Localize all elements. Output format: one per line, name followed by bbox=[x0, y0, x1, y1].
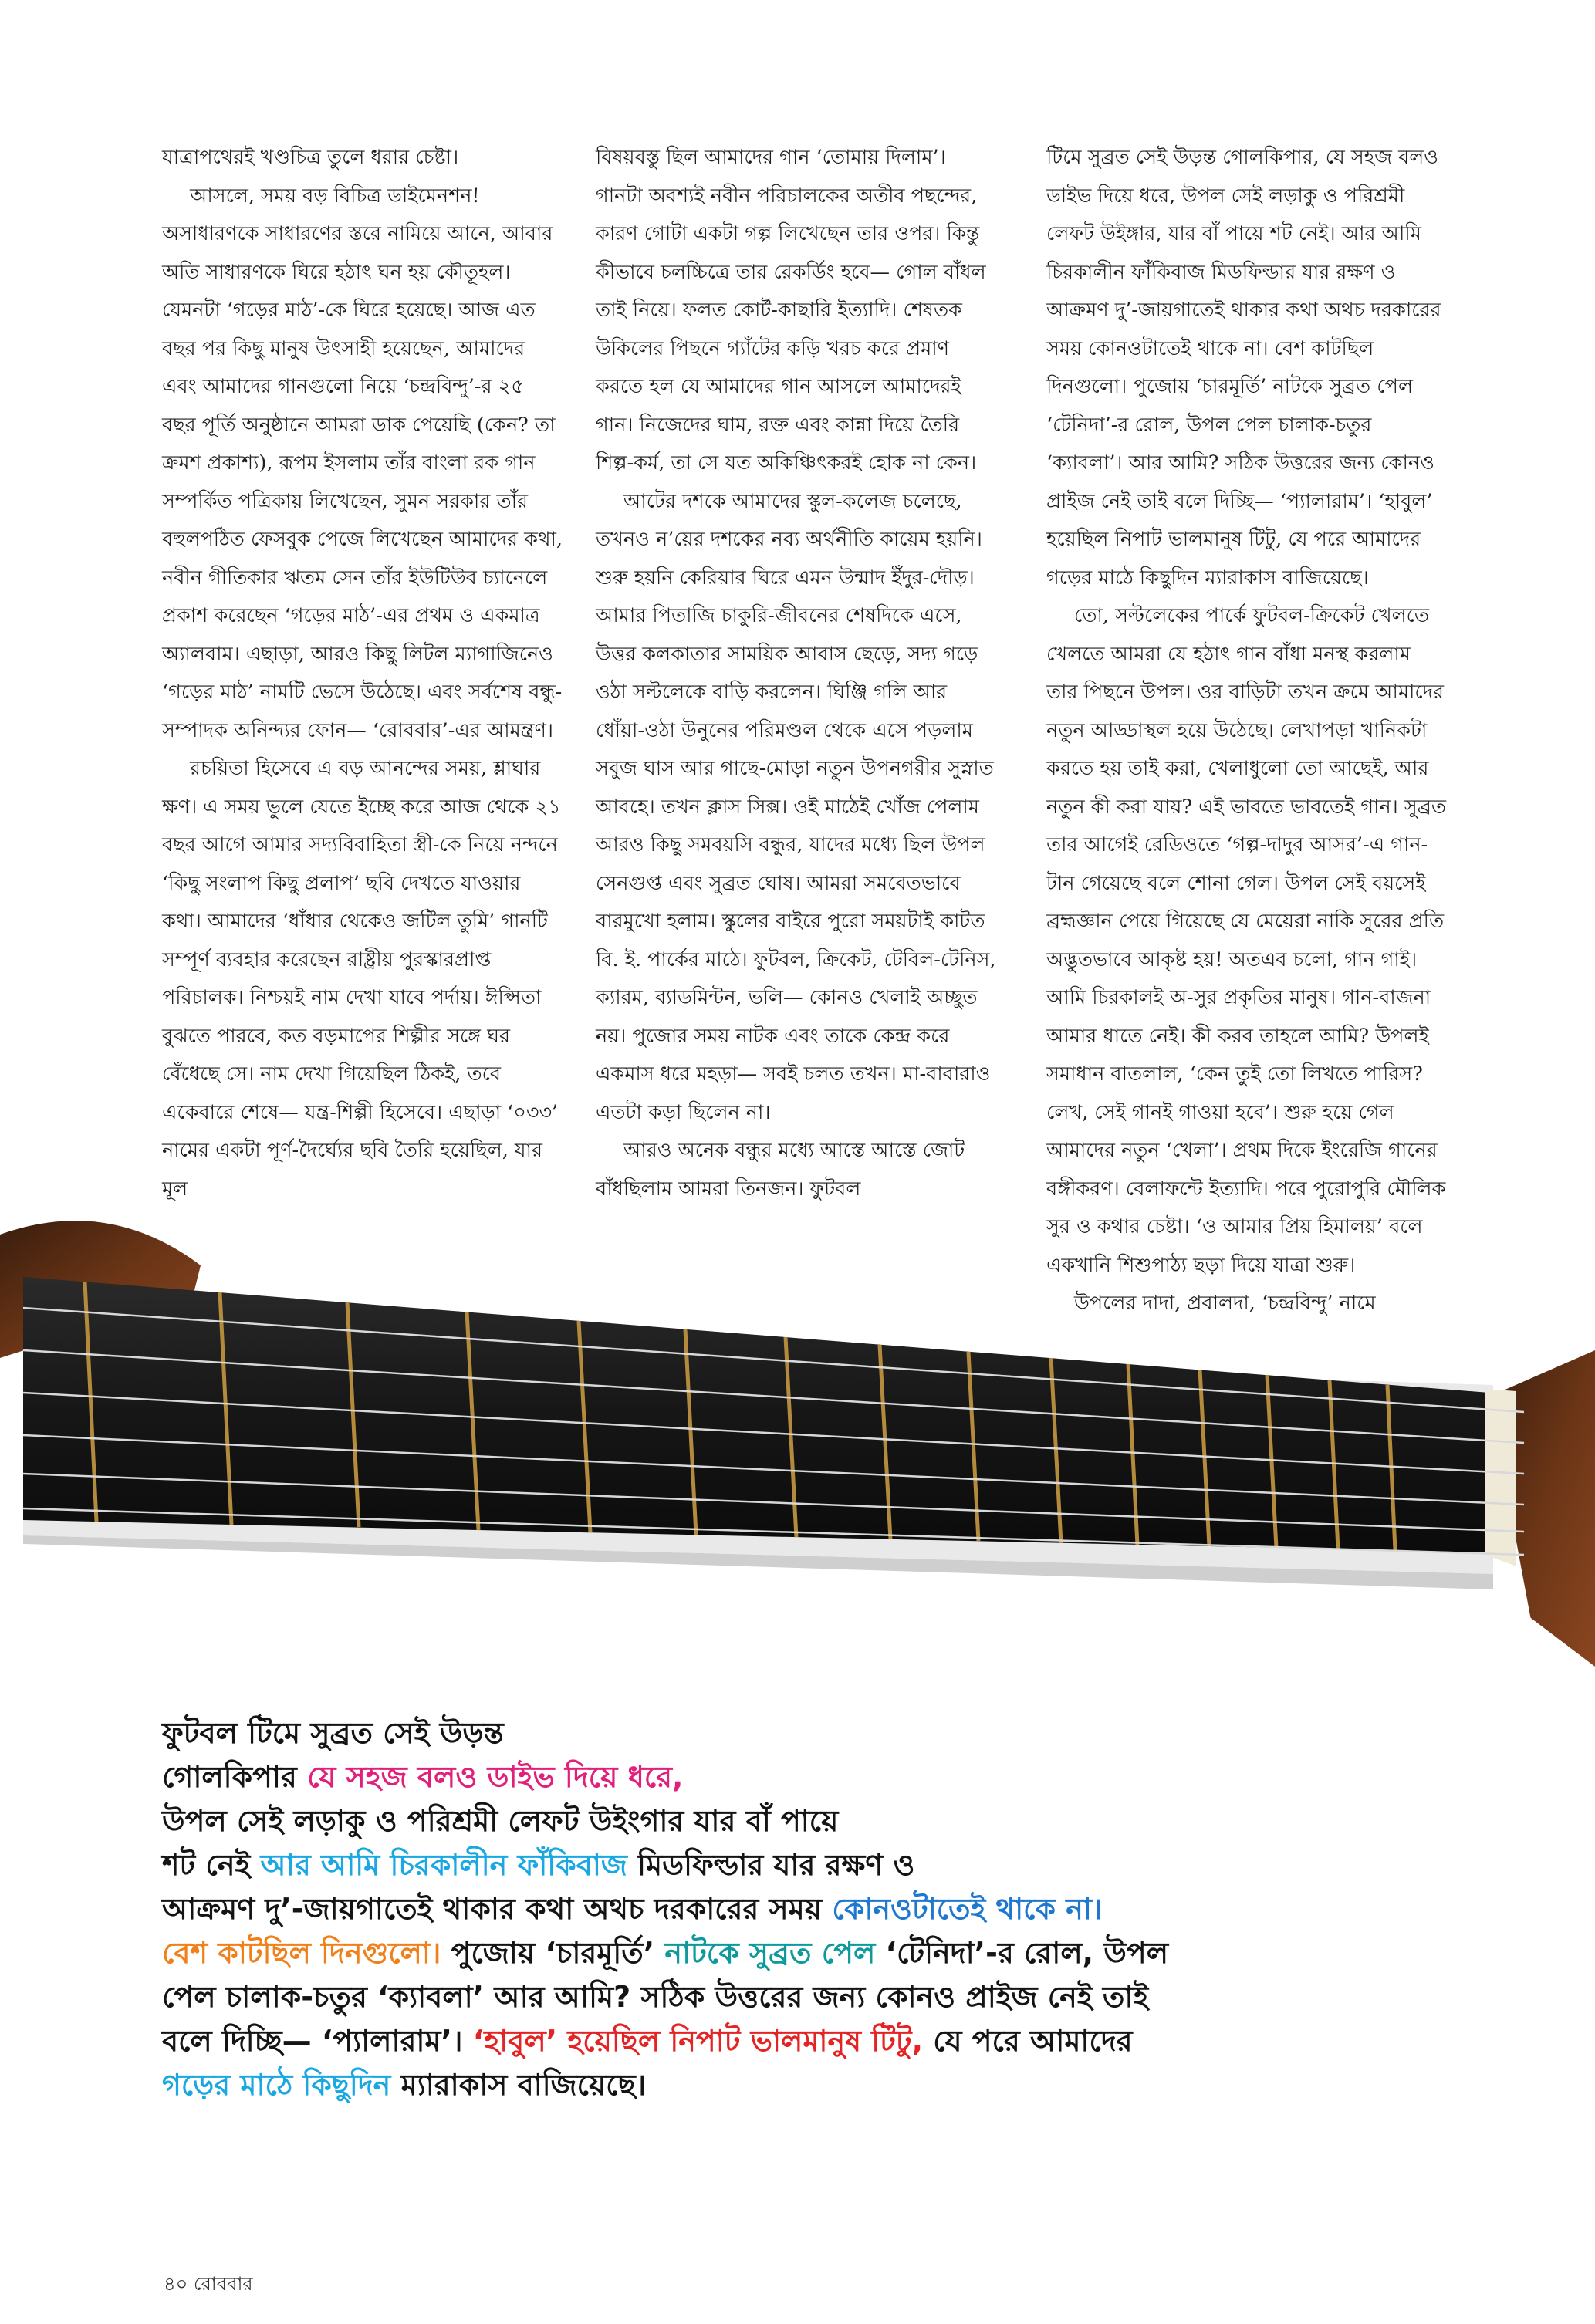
pull-quote-text: মিডফিল্ডার যার রক্ষণ ও bbox=[627, 1848, 915, 1882]
page-folio bbox=[164, 2270, 253, 2301]
page-number: ৪০ bbox=[164, 2273, 188, 2295]
paragraph: উপলের দাদা, প্রবালদা, ‘চন্দ্রবিন্দু’ নামে bbox=[1074, 1292, 1376, 1315]
pull-quote-line bbox=[162, 1711, 1474, 1755]
paragraph: আসলে, সময় বড় বিচিত্র ডাইমেনশন! অসাধারণকে সাধারণের স্তরে নামিয়ে আনে, আবার অতি সাধারণকে ঘিরে হঠাৎ ঘন হয় কৌতূহল। যেমনটা ‘গড়ের মাঠ’-কে ঘিরে হয়েছে। আজ এত বছর পর কিছু মানুষ উৎসাহী হয়েছেন, আমাদের এবং আমাদের গানগুলো নিয়ে ‘চন্দ্রবিন্দু’-র ২৫ বছর পূর্তি অনুষ্ঠানে আমরা ডাক পেয়েছি (কেন? তা ক্রমশ প্রকাশ্য), রূপম ইসলাম তাঁর বাংলা রক গান সম্পর্কিত পত্রিকায় লিখেছেন, সুমন সরকার তাঁর বহুলপঠিত ফেসবুক পেজে লিখেছেন আমাদের কথা, নবীন গীতিকার ঋতম সেন তাঁর ইউটিউব চ্যানেলে প্রকাশ করেছেন ‘গড়ের মাঠ’-এর প্রথম ও একমাত্র অ্যালবাম। এছাড়া, আরও কিছু লিটল ম্যাগাজিনেও ‘গড়ের মাঠ’ নামটি ভেসে উঠেছে। এবং সর্বশেষ বন্ধু-সম্পাদক অনিন্দ্যর ফোন— ‘রোববার’-এর আমন্ত্রণ। bbox=[162, 184, 563, 742]
article-column-3 bbox=[1046, 139, 1448, 1323]
pull-quote-text: ‘টেনিদা’-র রোল, উপল bbox=[875, 1936, 1169, 1970]
paragraph: বিষয়বস্তু ছিল আমাদের গান ‘তোমায় দিলাম’। গানটা অবশ্যই নবীন পরিচালকের অতীব পছন্দের, কারণ গোটা একটা গল্প লিখেছেন তার ওপর। কিন্তু কীভাবে চলচ্চিত্রে তার রেকর্ডিং হবে— গোল বাঁধল তাই নিয়ে। ফলত কোর্ট-কাছারি ইত্যাদি। শেষতক উকিলের পিছনে গ্যাঁটের কড়ি খরচ করে প্রমাণ করতে হল যে আমাদের গান আসলে আমাদেরই গান। নিজেদের ঘাম, রক্ত এবং কান্না দিয়ে তৈরি শিল্প-কর্ম, তা সে যত অকিঞ্চিৎকরই হোক না কেন। bbox=[596, 146, 986, 475]
pull-quote-line bbox=[162, 2019, 1474, 2063]
article-column-1 bbox=[162, 139, 563, 1208]
pull-quote-line bbox=[162, 2063, 1474, 2107]
paragraph: আটের দশকে আমাদের স্কুল-কলেজ চলেছে, তখনও ন’য়ের দশকের নব্য অর্থনীতি কায়েম হয়নি। শুরু হয়নি কেরিয়ার ঘিরে এমন উন্মাদ ইঁদুর-দৌড়। আমার পিতাজি চাকুরি-জীবনের শেষদিকে এসে, উত্তর কলকাতার সাময়িক আবাস ছেড়ে, সদ্য গড়ে ওঠা সল্টলেকে বাড়ি করলেন। ঘিঞ্জি গলি আর ধোঁয়া-ওঠা উনুনের পরিমণ্ডল থেকে এসে পড়লাম সবুজ ঘাস আর গাছে-মোড়া নতুন উপনগরীর সুস্নাত আবহে। তখন ক্লাস সিক্স। ওই মাঠেই খোঁজ পেলাম আরও কিছু সমবয়সি বন্ধুর, যাদের মধ্যে ছিল উপল সেনগুপ্ত এবং সুব্রত ঘোষ। আমরা সমবেতভাবে বারমুখো হলাম। স্কুলের বাইরে পুরো সময়টাই কাটত বি. ই. পার্কের মাঠে। ফুটবল, ক্রিকেট, টেবিল-টেনিস, ক্যারম, ব্যাডমিন্টন, ভলি— কোনও খেলাই অচ্ছুত নয়। পুজোর সময় নাটক এবং তাকে কেন্দ্র করে একমাস ধরে মহড়া— সবই চলত তখন। মা-বাবারাও এতটা কড়া ছিলেন না। bbox=[596, 489, 996, 1124]
pull-quote-text: ফুটবল টিমে সুব্রত সেই উড়ন্ত bbox=[162, 1716, 504, 1750]
paragraph: টিমে সুব্রত সেই উড়ন্ত গোলকিপার, যে সহজ বলও ডাইভ দিয়ে ধরে, উপল সেই লড়াকু ও পরিশ্রমী লেফট উইঙ্গার, যার বাঁ পায়ে শট নেই। আর আমি চিরকালীন ফাঁকিবাজ মিডফিল্ডার যার রক্ষণ ও আক্রমণ দু’-জায়গাতেই থাকার কথা অথচ দরকারের সময় কোনওটাতেই থাকে না। বেশ কাটছিল দিনগুলো। পুজোয় ‘চারমূর্তি’ নাটকে সুব্রত পেল ‘টেনিদা’-র রোল, উপল পেল চালাক-চতুর ‘ক্যাবলা’। আর আমি? সঠিক উত্তরের জন্য কোনও প্রাইজ নেই তাই বলে দিচ্ছি— ‘প্যালারাম’। ‘হাবুল’ হয়েছিল নিপাট ভালমানুষ টিটু, যে পরে আমাদের গড়ের মাঠে কিছুদিন ম্যারাকাস বাজিয়েছে। bbox=[1046, 146, 1441, 589]
pull-quote-highlight: ‘হাবুল’ হয়েছিল নিপাট ভালমানুষ টিটু, bbox=[472, 2024, 924, 2058]
article-column-2 bbox=[596, 139, 997, 1208]
pull-quote-highlight: কোনওটাতেই থাকে না। bbox=[832, 1892, 1103, 1926]
magazine-name: রোববার bbox=[193, 2273, 253, 2295]
pull-quote-highlight: আর আমি চিরকালীন ফাঁকিবাজ bbox=[260, 1848, 627, 1882]
pull-quote bbox=[162, 1711, 1474, 2107]
paragraph: আরও অনেক বন্ধুর মধ্যে আস্তে আস্তে জোট বাঁধছিলাম আমরা তিনজন। ফুটবল bbox=[596, 1139, 965, 1201]
pull-quote-line bbox=[162, 1755, 1474, 1799]
pull-quote-text: গোলকিপার bbox=[162, 1760, 308, 1794]
paragraph: যাত্রাপথেরই খণ্ডচিত্র তুলে ধরার চেষ্টা। bbox=[162, 146, 459, 169]
pull-quote-highlight: যে সহজ বলও ডাইভ দিয়ে ধরে, bbox=[307, 1760, 684, 1794]
pull-quote-highlight: গড়ের মাঠে কিছুদিন bbox=[162, 2068, 391, 2102]
pull-quote-highlight: নাটকে সুব্রত পেল bbox=[664, 1936, 876, 1970]
guitar-nut bbox=[1485, 1389, 1516, 1566]
pull-quote-text: পুজোয় ‘চারমূর্তি’ bbox=[441, 1936, 665, 1970]
pull-quote-text: উপল সেই লড়াকু ও পরিশ্রমী লেফট উইংগার যার বাঁ পায়ে bbox=[162, 1804, 839, 1838]
paragraph: রচয়িতা হিসেবে এ বড় আনন্দের সময়, শ্লাঘার ক্ষণ। এ সময় ভুলে যেতে ইচ্ছে করে আজ থেকে ২১ বছর আগে আমার সদ্যবিবাহিতা স্ত্রী-কে নিয়ে নন্দনে ‘কিছু সংলাপ কিছু প্রলাপ’ ছবি দেখতে যাওয়ার কথা। আমাদের ‘ধাঁধার থেকেও জটিল তুমি’ গানটি সম্পূর্ণ ব্যবহার করেছেন রাষ্ট্রীয় পুরস্কারপ্রাপ্ত পরিচালক। নিশ্চয়ই নাম দেখা যাবে পর্দায়। ঈপ্সিতা বুঝতে পারবে, কত বড়মাপের শিল্পীর সঙ্গে ঘর বেঁধেছে সে। নাম দেখা গিয়েছিল ঠিকই, তবে একেবারে শেষে— যন্ত্র-শিল্পী হিসেবে। এছাড়া ‘০৩৩’ নামের একটা পূর্ণ-দৈর্ঘ্যের ছবি তৈরি হয়েছিল, যার মূল bbox=[162, 757, 561, 1201]
pull-quote-highlight: বেশ কাটছিল দিনগুলো। bbox=[162, 1936, 441, 1970]
pull-quote-text: পেল চালাক-চতুর ‘ক্যাবলা’ আর আমি? সঠিক উত্তরের জন্য কোনও প্রাইজ নেই তাই bbox=[162, 1980, 1149, 2014]
pull-quote-line bbox=[162, 1931, 1474, 1975]
paragraph: তো, সল্টলেকের পার্কে ফুটবল-ক্রিকেট খেলতে খেলতে আমরা যে হঠাৎ গান বাঁধা মনস্থ করলাম তার পিছনে উপল। ওর বাড়িটা তখন ক্রমে আমাদের নতুন আড্ডাস্থল হয়ে উঠেছে। লেখাপড়া খানিকটা করতে হয় তাই করা, খেলাধুলো তো আছেই, আর নতুন কী করা যায়? এই ভাবতে ভাবতেই গান। সুব্রত তার আগেই রেডিওতে ‘গল্প-দাদুর আসর’-এ গান-টান গেয়েছে বলে শোনা গেল। উপল সেই বয়সেই ব্রহ্মজ্ঞান পেয়ে গিয়েছে যে মেয়েরা নাকি সুরের প্রতি অদ্ভুতভাবে আকৃষ্ট হয়! অতএব চলো, গান গাই। আমি চিরকালই অ-সুর প্রকৃতির মানুষ। গান-বাজনা আমার ধাতে নেই। কী করব তাহলে আমি? উপলই সমাধান বাতলাল, ‘কেন তুই তো লিখতে পারিস? লেখ, সেই গানই গাওয়া হবে’। শুরু হয়ে গেল আমাদের নতুন ‘খেলা’। প্রথম দিকে ইংরেজি গানের বঙ্গীকরণ। বেলাফন্টে ইত্যাদি। পরে পুরোপুরি মৌলিক সুর ও কথার চেষ্টা। ‘ও আমার প্রিয় হিমালয়’ বলে একখানি শিশুপাঠ্য ছড়া দিয়ে যাত্রা শুরু। bbox=[1046, 604, 1447, 1277]
pull-quote-text: আক্রমণ দু’-জায়গাতেই থাকার কথা অথচ দরকারের সময় bbox=[162, 1892, 833, 1926]
pull-quote-line bbox=[162, 1887, 1474, 1931]
pull-quote-text: শট নেই bbox=[162, 1848, 261, 1882]
pull-quote-line bbox=[162, 1975, 1474, 2019]
pull-quote-text: ম্যারাকাস বাজিয়েছে। bbox=[390, 2068, 647, 2102]
pull-quote-line bbox=[162, 1799, 1474, 1843]
pull-quote-text: যে পরে আমাদের bbox=[923, 2024, 1133, 2058]
pull-quote-text: বলে দিচ্ছি— ‘প্যালারাম’। bbox=[162, 2024, 473, 2058]
pull-quote-line bbox=[162, 1843, 1474, 1887]
